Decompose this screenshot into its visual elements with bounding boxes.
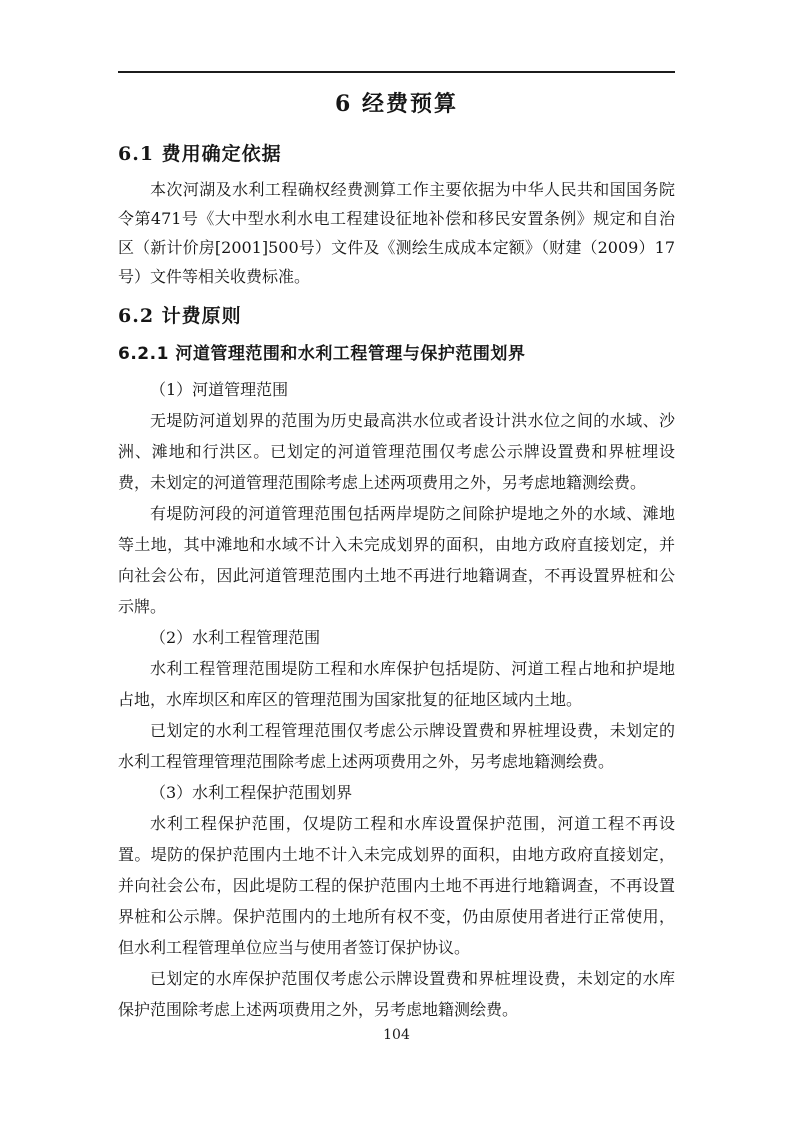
header-rule xyxy=(118,71,675,73)
item-1-label: （1）河道管理范围 xyxy=(150,380,289,399)
subsection-body xyxy=(118,374,675,1025)
paragraph-management-fees: 已划定的水利工程管理范围仅考虑公示牌设置费和界桩埋设费，未划定的水利工程管理管理范围除考虑上述两项费用之外，另考虑地籍测绘费。 xyxy=(118,721,675,771)
paragraph-protection-scope: 水利工程保护范围，仅堤防工程和水库设置保护范围，河道工程不再设置。堤防的保护范围内土地不计入未完成划界的面积，由地方政府直接划定，并向社会公布，因此堤防工程的保护范围内土地不再进行地籍调查，不再设置界桩和公示牌。保护范围内的土地所有权不变，仍由原使用者进行正常使用，但水利工程管理单位应当与使用者签订保护协议。 xyxy=(118,814,675,957)
page-number: 104 xyxy=(383,1027,410,1043)
paragraph-management-scope: 水利工程管理范围堤防工程和水库保护包括堤防、河道工程占地和护堤地占地，水库坝区和库区的管理范围为国家批复的征地区域内土地。 xyxy=(118,659,675,709)
paragraph-river-with-dike: 有堤防河段的河道管理范围包括两岸堤防之间除护堤地之外的水域、滩地等土地，其中滩地和水域不计入未完成划界的面积，由地方政府直接划定，并向社会公布，因此河道管理范围内土地不再进行地籍调查，不再设置界桩和公示牌。 xyxy=(118,504,675,616)
chapter-title: 6 经费预算 xyxy=(335,91,458,117)
item-2-label: （2）水利工程管理范围 xyxy=(150,628,321,647)
paragraph-fee-basis: 本次河湖及水利工程确权经费测算工作主要依据为中华人民共和国国务院令第471号《大中型水利水电工程建设征地补偿和移民安置条例》规定和自治区（新计价房[2001]500号）文件及《测绘生成成本定额》（财建（2009）17号）文件等相关收费标准。 xyxy=(118,180,675,286)
section-heading-6-1: 6.1 费用确定依据 xyxy=(118,143,282,165)
section-heading-6-2: 6.2 计费原则 xyxy=(118,305,242,327)
paragraph-river-no-dike: 无堤防河道划界的范围为历史最高洪水位或者设计洪水位之间的水域、沙洲、滩地和行洪区。已划定的河道管理范围仅考虑公示牌设置费和界桩埋设费，未划定的河道管理范围除考虑上述两项费用之外，另考虑地籍测绘费。 xyxy=(118,411,675,492)
paragraph-reservoir-protection-fees: 已划定的水库保护范围仅考虑公示牌设置费和界桩埋设费，未划定的水库保护范围除考虑上述两项费用之外，另考虑地籍测绘费。 xyxy=(118,969,675,1019)
item-3-label: （3）水利工程保护范围划界 xyxy=(150,783,353,802)
subsection-heading-6-2-1: 6.2.1 河道管理范围和水利工程管理与保护范围划界 xyxy=(118,344,526,364)
